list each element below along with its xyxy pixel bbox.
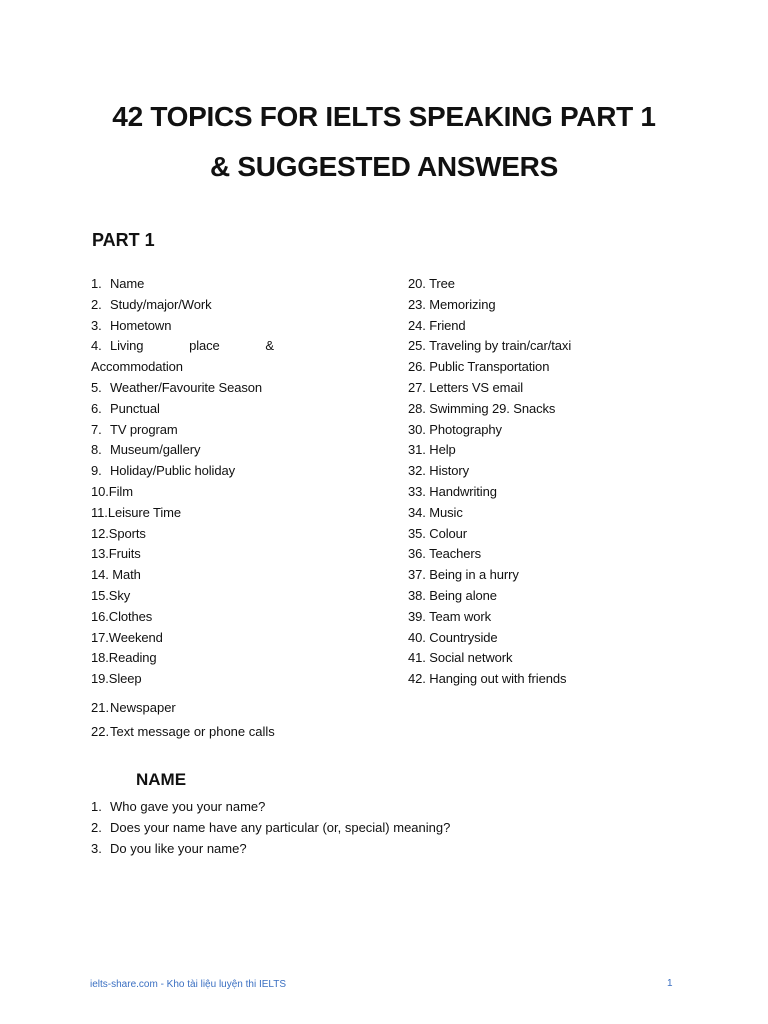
item-number: 33.: [408, 483, 426, 499]
list-item: [91, 336, 274, 357]
item-label: Accommodation: [91, 359, 183, 375]
list-item: [91, 722, 275, 742]
item-number: 4.: [91, 338, 102, 354]
list-item: [91, 586, 276, 607]
item-label: Social network: [429, 650, 513, 666]
list-item: [408, 669, 708, 690]
item-number: 41.: [408, 650, 426, 666]
list-item: [91, 607, 276, 628]
list-item: [91, 440, 276, 461]
item-number: 1.: [91, 276, 102, 291]
item-label: Public Transportation: [429, 359, 550, 375]
item-label: Help: [429, 442, 456, 458]
item-number: 30.: [408, 421, 426, 437]
list-item: [408, 357, 708, 378]
item-label: Friend: [429, 317, 466, 333]
list-item: [91, 565, 276, 586]
item-number: 24.: [408, 317, 426, 333]
item-number: 27.: [408, 379, 426, 395]
item-number: 20.: [408, 276, 426, 291]
item-number: 6.: [91, 400, 102, 416]
list-item: [408, 440, 708, 461]
list-item: [408, 461, 708, 482]
item-label: Sports: [108, 525, 146, 541]
question-number: 2.: [91, 820, 102, 835]
item-number: 40.: [408, 629, 426, 645]
item-number: 2.: [91, 296, 102, 312]
list-item: [91, 503, 276, 524]
list-item: [91, 399, 276, 420]
item-label: History: [429, 463, 470, 479]
item-number: 22.: [91, 724, 110, 739]
name-question-list: [91, 796, 450, 859]
list-item: [408, 503, 708, 524]
list-item: [408, 586, 708, 607]
item-label: Letters VS email: [429, 379, 524, 395]
item-label: Memorizing: [429, 296, 496, 312]
item-number: 5.: [91, 379, 102, 395]
list-item: [408, 399, 708, 420]
item-number: 35.: [408, 525, 426, 541]
question-text: Do you like your name?: [110, 841, 247, 856]
item-number: 10.: [91, 483, 109, 499]
item-number: 14.: [91, 567, 109, 583]
question-item: [91, 838, 450, 859]
item-label: Name: [110, 276, 145, 291]
item-number: 13.: [91, 546, 109, 562]
item-number: 37.: [408, 567, 426, 583]
list-item: [408, 524, 708, 545]
item-label: Living: [110, 338, 144, 354]
item-label: Reading: [108, 650, 157, 666]
list-item: [408, 420, 708, 441]
item-label: Teachers: [429, 546, 482, 562]
item-label: Newspaper: [110, 700, 176, 715]
question-item: [91, 817, 450, 838]
item-number: 26.: [408, 359, 426, 375]
item-label: Colour: [429, 525, 467, 541]
item-number: 38.: [408, 587, 426, 603]
item-number: 9.: [91, 463, 102, 479]
list-item: [91, 482, 276, 503]
list-item-continuation: [91, 357, 276, 378]
item-label: Fruits: [108, 546, 141, 562]
item-label: Being alone: [429, 587, 497, 603]
list-item: [408, 607, 708, 628]
question-item: [91, 796, 450, 817]
item-number: 21.: [91, 700, 110, 715]
document-title-line-2: & SUGGESTED ANSWERS: [210, 151, 558, 182]
item-label: Team work: [429, 608, 492, 624]
item-label: Being in a hurry: [429, 567, 519, 583]
item-number: 17.: [91, 629, 109, 645]
list-item: [91, 524, 276, 545]
topic-list-left: [91, 274, 276, 690]
item-label: Tree: [429, 276, 455, 291]
list-item: [408, 565, 708, 586]
item-number: 31.: [408, 442, 426, 458]
topic-list-right: [408, 274, 708, 690]
item-label: Clothes: [108, 608, 153, 624]
item-number: 36.: [408, 546, 426, 562]
list-item: [408, 648, 708, 669]
item-label: Film: [108, 483, 133, 499]
list-item: [91, 648, 276, 669]
item-number: 18.: [91, 650, 109, 666]
item-number: 19.: [91, 671, 109, 687]
item-number: 23.: [408, 296, 426, 312]
item-label: Handwriting: [429, 483, 497, 499]
page-number: 1: [667, 978, 673, 989]
item-number: 32.: [408, 463, 426, 479]
item-number: 34.: [408, 504, 426, 520]
item-label: Punctual: [110, 400, 160, 416]
item-label: Text message or phone calls: [110, 724, 275, 739]
item-label-part: &: [265, 338, 274, 354]
item-label: TV program: [110, 421, 178, 437]
item-label: Sky: [108, 587, 131, 603]
item-number: 8.: [91, 442, 102, 458]
item-label: Traveling by train/car/taxi: [429, 338, 572, 354]
item-number: 25.: [408, 338, 426, 354]
item-label: Holiday/Public holiday: [110, 463, 235, 479]
item-number: 3.: [91, 317, 102, 333]
item-label: Museum/gallery: [110, 442, 201, 458]
question-text: Does your name have any particular (or, special) meaning?: [110, 820, 451, 835]
item-label: Math: [108, 567, 141, 583]
item-label: Study/major/Work: [110, 296, 212, 312]
item-label: Sleep: [108, 671, 142, 687]
question-text: Who gave you your name?: [110, 799, 266, 814]
item-label: Hanging out with friends: [429, 671, 567, 687]
list-item: [91, 295, 276, 316]
question-number: 3.: [91, 841, 102, 856]
item-label: Countryside: [429, 629, 498, 645]
section-heading-name: NAME: [136, 770, 187, 789]
document-title-line-1: 42 TOPICS FOR IELTS SPEAKING PART 1: [112, 101, 656, 132]
list-item: [408, 482, 708, 503]
list-item: [408, 378, 708, 399]
list-item: [91, 628, 276, 649]
item-number: 12.: [91, 525, 109, 541]
item-number: 15.: [91, 587, 109, 603]
item-label: Music: [429, 504, 463, 520]
list-item: [408, 274, 708, 295]
list-item: [408, 336, 708, 357]
item-label: Photography: [429, 421, 502, 437]
item-label: Hometown: [110, 317, 172, 333]
item-number: 7.: [91, 421, 102, 437]
question-number: 1.: [91, 799, 102, 814]
item-number: 16.: [91, 608, 109, 624]
item-number: 39.: [408, 608, 426, 624]
item-number: 42.: [408, 671, 426, 687]
list-item: [408, 316, 708, 337]
item-label: Swimming 29. Snacks: [429, 400, 556, 416]
item-number: 11.: [91, 504, 108, 520]
item-label: Weather/Favourite Season: [110, 379, 263, 395]
item-label-part: place: [189, 338, 220, 354]
list-item: [91, 461, 276, 482]
list-item: [91, 420, 276, 441]
footer-site-link[interactable]: ielts-share.com - Kho tài liệu luyện thi IELTS: [90, 979, 287, 990]
list-item: [91, 698, 176, 718]
list-item: [91, 378, 276, 399]
item-number: 28.: [408, 400, 426, 416]
list-item: [91, 274, 276, 295]
section-heading-part-1: PART 1: [92, 230, 155, 250]
list-item: [91, 669, 276, 690]
list-item: [408, 544, 708, 565]
list-item: [91, 544, 276, 565]
item-label: Weekend: [108, 629, 163, 645]
list-item: [408, 295, 708, 316]
item-label: Leisure Time: [107, 504, 182, 520]
list-item: [91, 316, 276, 337]
list-item: [408, 628, 708, 649]
